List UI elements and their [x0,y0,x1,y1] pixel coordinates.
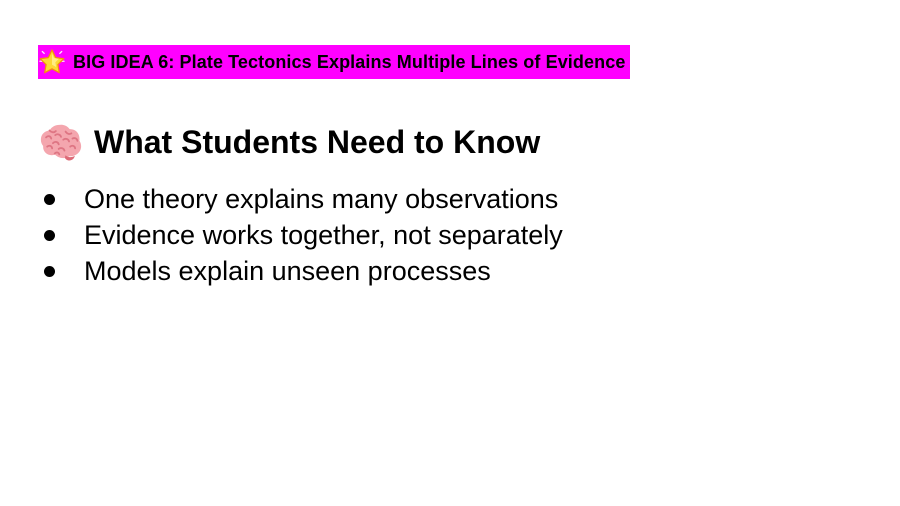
list-item [44,181,563,217]
glowing-star-icon [38,47,66,77]
big-idea-banner [38,45,630,79]
bullet-text: Models explain unseen processes [84,255,491,286]
bullet-text: One theory explains many observations [84,183,559,214]
bullet-dot [44,230,55,241]
brain-icon [38,121,84,163]
bullet-dot [44,194,55,205]
bullet-list [44,181,563,289]
slide-heading [38,120,540,164]
bullet-text: Evidence works together, not separately [84,219,563,250]
list-item [44,253,563,289]
banner-text: BIG IDEA 6: Plate Tectonics Explains Multiple Lines of Evidence [73,51,626,72]
bullet-dot [44,266,55,277]
heading-text: What Students Need to Know [94,123,541,160]
list-item [44,217,563,253]
